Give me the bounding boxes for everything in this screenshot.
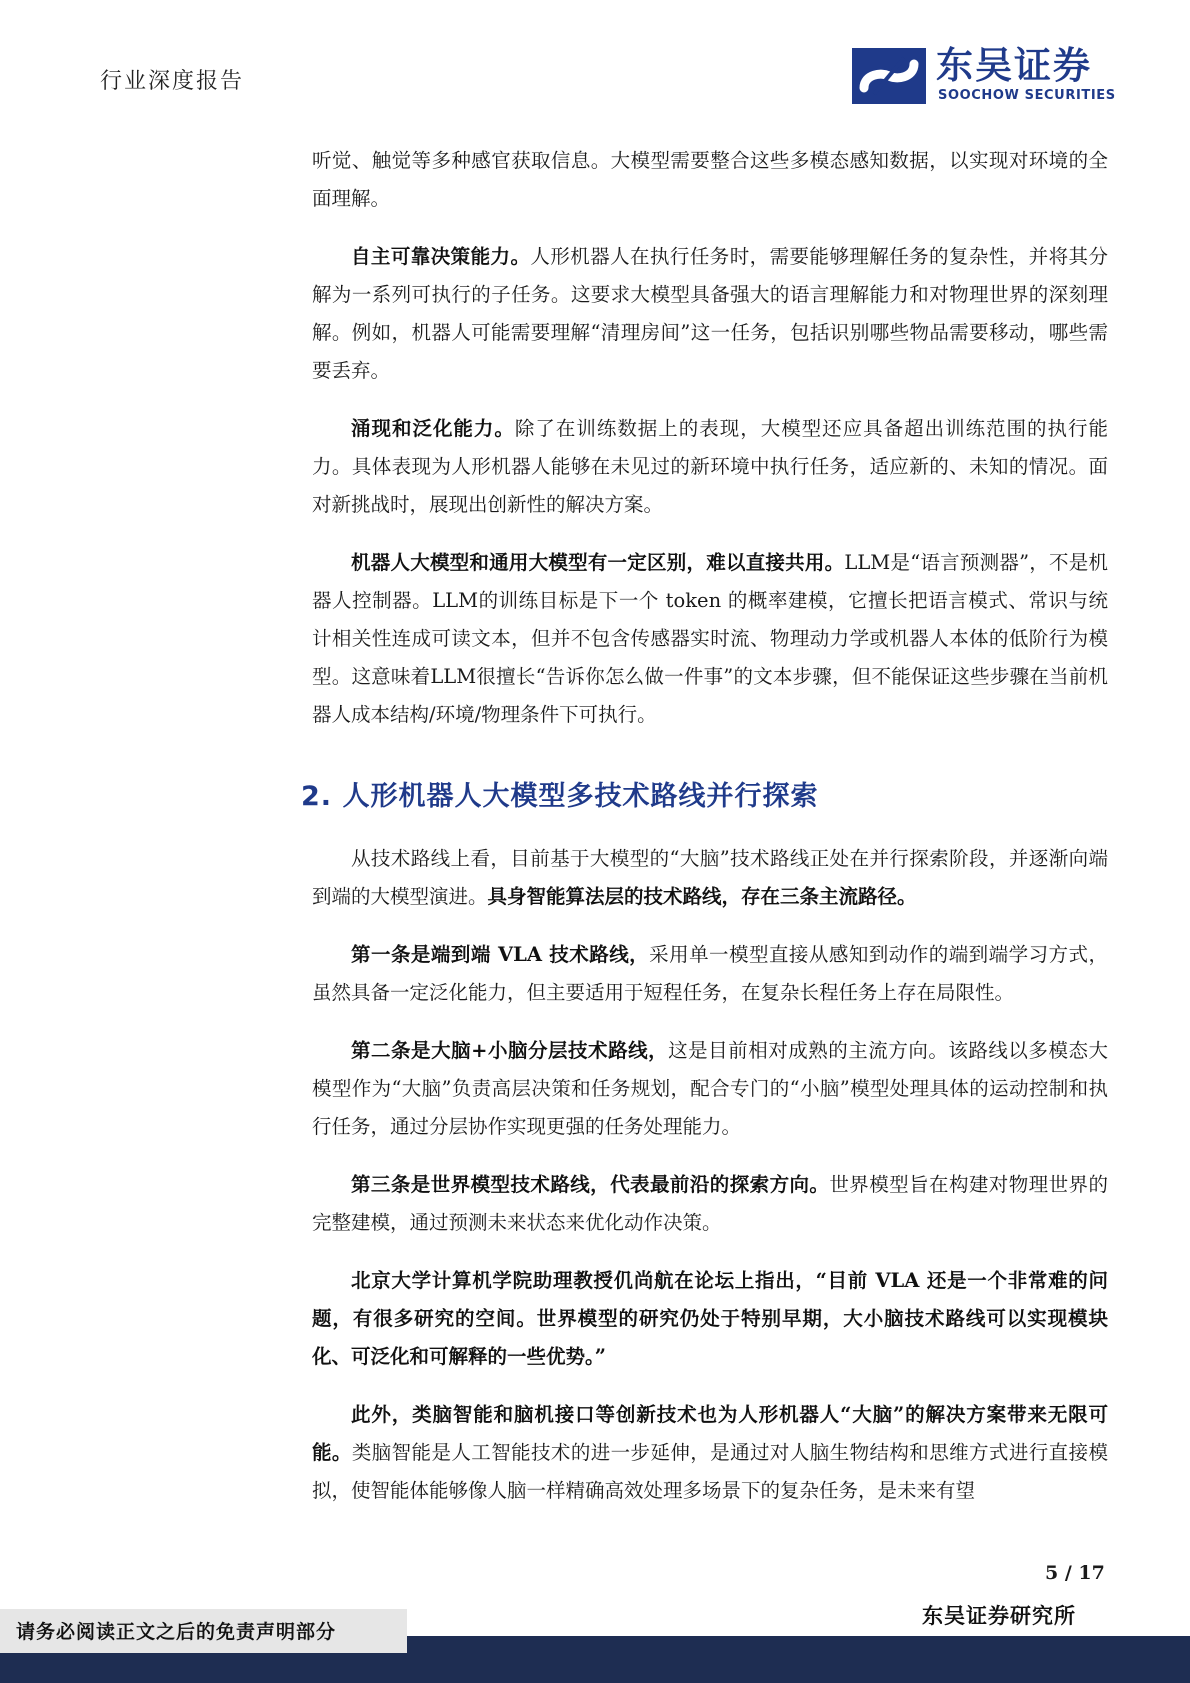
paragraph: 此外，类脑智能和脑机接口等创新技术也为人形机器人“大脑”的解决方案带来无限可能。类脑智能是人工智能技术的进一步延伸，是通过对人脑生物结构和思维方式进行直接模拟，使智能体能够像人脑一样精确高效处理多场景下的复杂任务，是未来有望	[312, 1403, 1108, 1502]
body-text-top	[312, 142, 1108, 754]
paragraph: 涌现和泛化能力。除了在训练数据上的表现，大模型还应具备超出训练范围的执行能力。具体表现为人形机器人能够在未见过的新环境中执行任务，适应新的、未知的情况。面对新挑战时，展现出创新性的解决方案。	[312, 417, 1108, 516]
paragraph: 第一条是端到端 VLA 技术路线，采用单一模型直接从感知到动作的端到端学习方式，虽然具备一定泛化能力，但主要适用于短程任务，在复杂长程任务上存在局限性。	[312, 943, 1108, 1004]
paragraph: 第三条是世界模型技术路线，代表最前沿的探索方向。世界模型旨在构建对物理世界的完整建模，通过预测未来状态来优化动作决策。	[312, 1173, 1108, 1234]
page-number: 5 / 17	[1045, 1562, 1105, 1584]
paragraph: 听觉、触觉等多种感官获取信息。大模型需要整合这些多模态感知数据，以实现对环境的全面理解。	[312, 149, 1108, 210]
logo-english-name: SOOCHOW SECURITIES	[938, 88, 1116, 103]
brand-logo	[852, 44, 1116, 106]
report-type-label: 行业深度报告	[100, 69, 245, 94]
paragraph: 自主可靠决策能力。人形机器人在执行任务时，需要能够理解任务的复杂性，并将其分解为一系列可执行的子任务。这要求大模型具备强大的语言理解能力和对物理世界的深刻理解。例如，机器人可能需要理解“清理房间”这一任务，包括识别哪些物品需要移动，哪些需要丢弃。	[312, 245, 1108, 382]
footer-org-name: 东吴证券研究所	[922, 1604, 1076, 1628]
paragraph: 北京大学计算机学院助理教授仉尚航在论坛上指出，“目前 VLA 还是一个非常难的问题，有很多研究的空间。世界模型的研究仍处于特别早期，大小脑技术路线可以实现模块化、可泛化和可解释的一些优势。”	[312, 1269, 1108, 1368]
paragraph: 机器人大模型和通用大模型有一定区别，难以直接共用。LLM是“语言预测器”，不是机器人控制器。LLM的训练目标是下一个 token 的概率建模，它擅长把语言模式、常识与统计相关性连成可读文本，但并不包含传感器实时流、物理动力学或机器人本体的低阶行为模型。这意味着LLM很擅长“告诉你怎么做一件事”的文本步骤，但不能保证这些步骤在当前机器人成本结构/环境/物理条件下可执行。	[312, 551, 1108, 726]
soochow-logo-icon	[852, 48, 926, 104]
section-heading: 2. 人形机器人大模型多技术路线并行探索	[301, 781, 819, 812]
body-text-section	[312, 840, 1108, 1530]
paragraph: 从技术路线上看，目前基于大模型的“大脑”技术路线正处在并行探索阶段，并逐渐向端到端的大模型演进。具身智能算法层的技术路线，存在三条主流路径。	[312, 847, 1108, 908]
disclaimer-text: 请务必阅读正文之后的免责声明部分	[16, 1621, 337, 1643]
paragraph: 第二条是大脑+小脑分层技术路线，这是目前相对成熟的主流方向。该路线以多模态大模型作为“大脑”负责高层决策和任务规划，配合专门的“小脑”模型处理具体的运动控制和执行任务，通过分层协作实现更强的任务处理能力。	[312, 1039, 1108, 1138]
logo-chinese-name: 东吴证券	[936, 44, 1092, 87]
